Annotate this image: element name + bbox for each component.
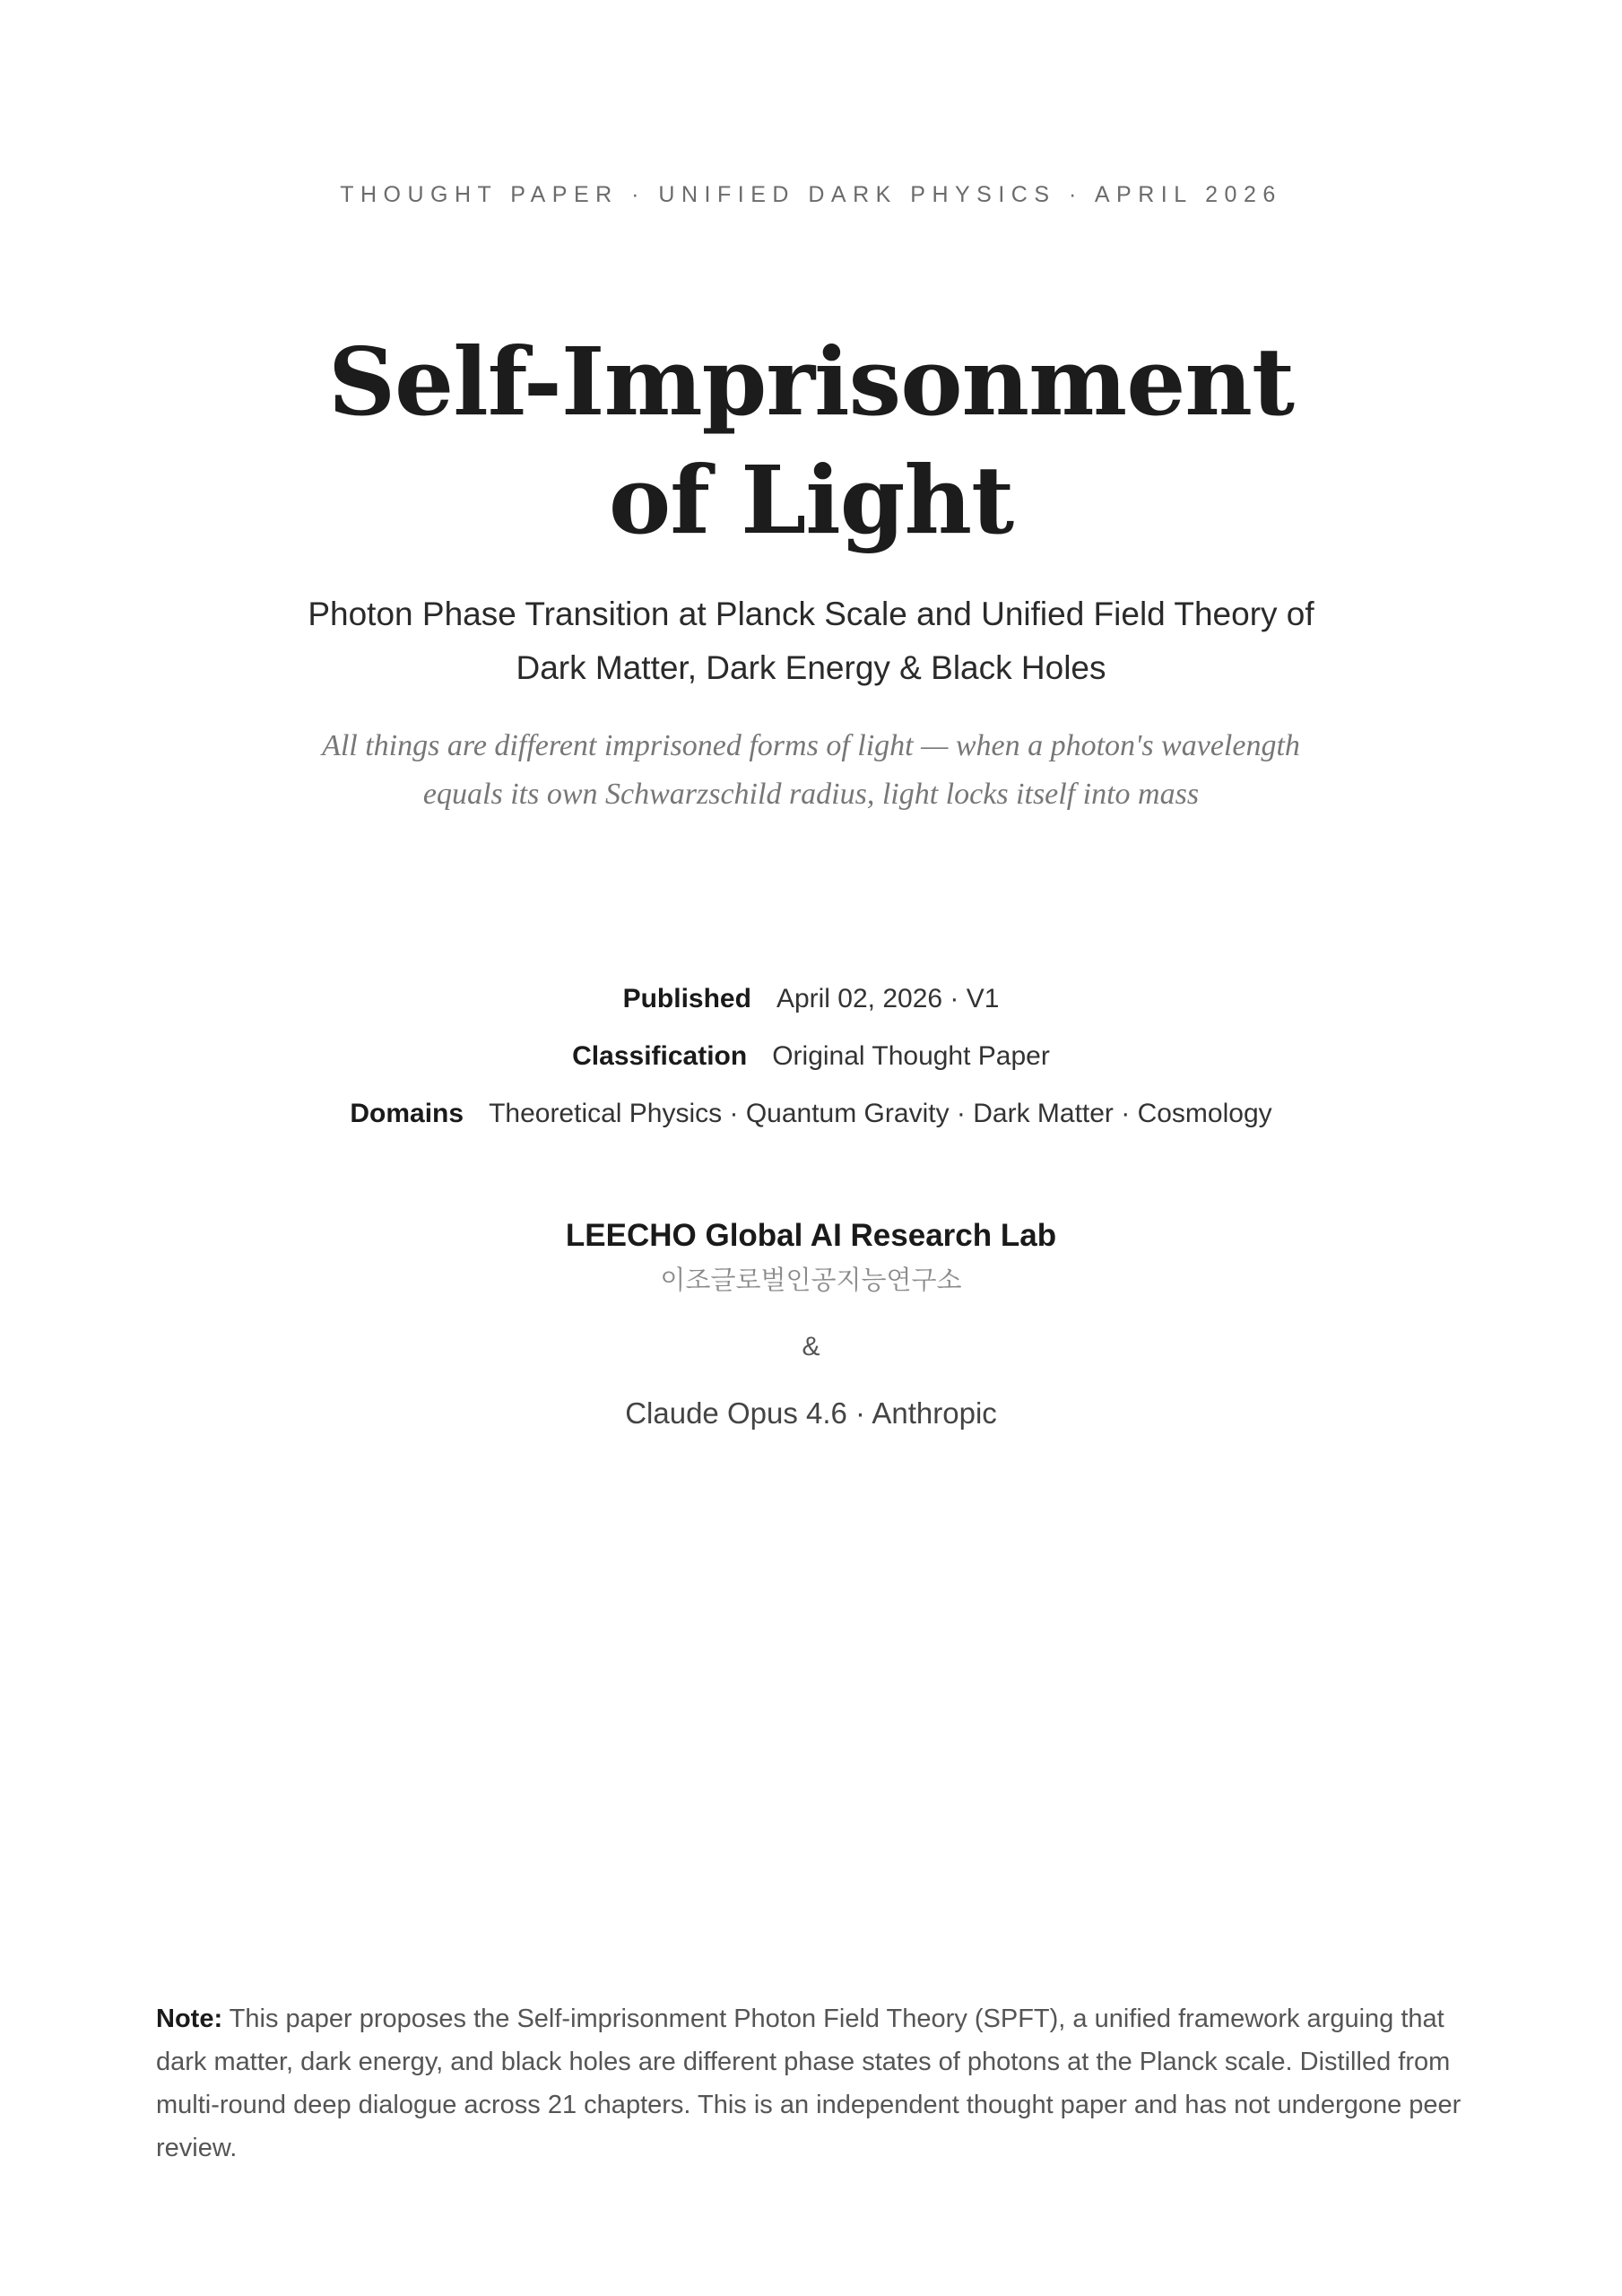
paper-subtitle-line-1: Photon Phase Transition at Planck Scale and Unified Field Theory of xyxy=(308,596,1314,632)
paper-epigraph xyxy=(269,722,1353,819)
paper-title-line-1: Self-Imprisonment xyxy=(327,326,1295,437)
paper-note xyxy=(156,1997,1474,2170)
meta-classification-value: Original Thought Paper xyxy=(772,1041,1050,1071)
paper-kicker: THOUGHT PAPER · UNIFIED DARK PHYSICS · APRIL 2026 xyxy=(340,182,1282,207)
author-separator: & xyxy=(802,1332,820,1361)
paper-title xyxy=(0,323,1622,560)
meta-classification-row xyxy=(0,1028,1622,1085)
meta-domains-row xyxy=(0,1085,1622,1143)
author-lab-name-korean: 이조글로벌인공지능연구소 xyxy=(660,1266,962,1295)
note-text: This paper proposes the Self-imprisonment Photon Field Theory (SPFT), a unified framework arguing that dark matter, dark energy, and black holes are different phase states of photons at the Planck scale. Distilled from multi-round deep dialogue across 21 chapters. This is an independent thought paper and has not undergone peer review. xyxy=(156,2005,1462,2162)
meta-domains-label: Domains xyxy=(350,1099,464,1128)
paper-authors xyxy=(0,1211,1622,1433)
paper-subtitle xyxy=(224,587,1398,695)
author-ai-model: Claude Opus 4.6 · Anthropic xyxy=(625,1396,997,1430)
meta-classification-label: Classification xyxy=(572,1041,748,1071)
meta-published-label: Published xyxy=(622,984,751,1013)
meta-published-row xyxy=(0,970,1622,1028)
epigraph-line-2: equals its own Schwarzschild radius, light locks itself into mass xyxy=(422,778,1200,811)
paper-title-line-2: of Light xyxy=(608,445,1014,555)
note-label: Note: xyxy=(156,2005,223,2033)
epigraph-line-1: All things are different imprisoned forms of light — when a photon's wavelength xyxy=(322,729,1300,762)
meta-published-value: April 02, 2026 · V1 xyxy=(776,984,1000,1013)
meta-domains-value: Theoretical Physics · Quantum Gravity · Dark Matter · Cosmology xyxy=(489,1099,1272,1128)
paper-subtitle-line-2: Dark Matter, Dark Energy & Black Holes xyxy=(516,649,1106,686)
author-lab-name: LEECHO Global AI Research Lab xyxy=(565,1218,1057,1253)
paper-metadata xyxy=(0,970,1622,1143)
